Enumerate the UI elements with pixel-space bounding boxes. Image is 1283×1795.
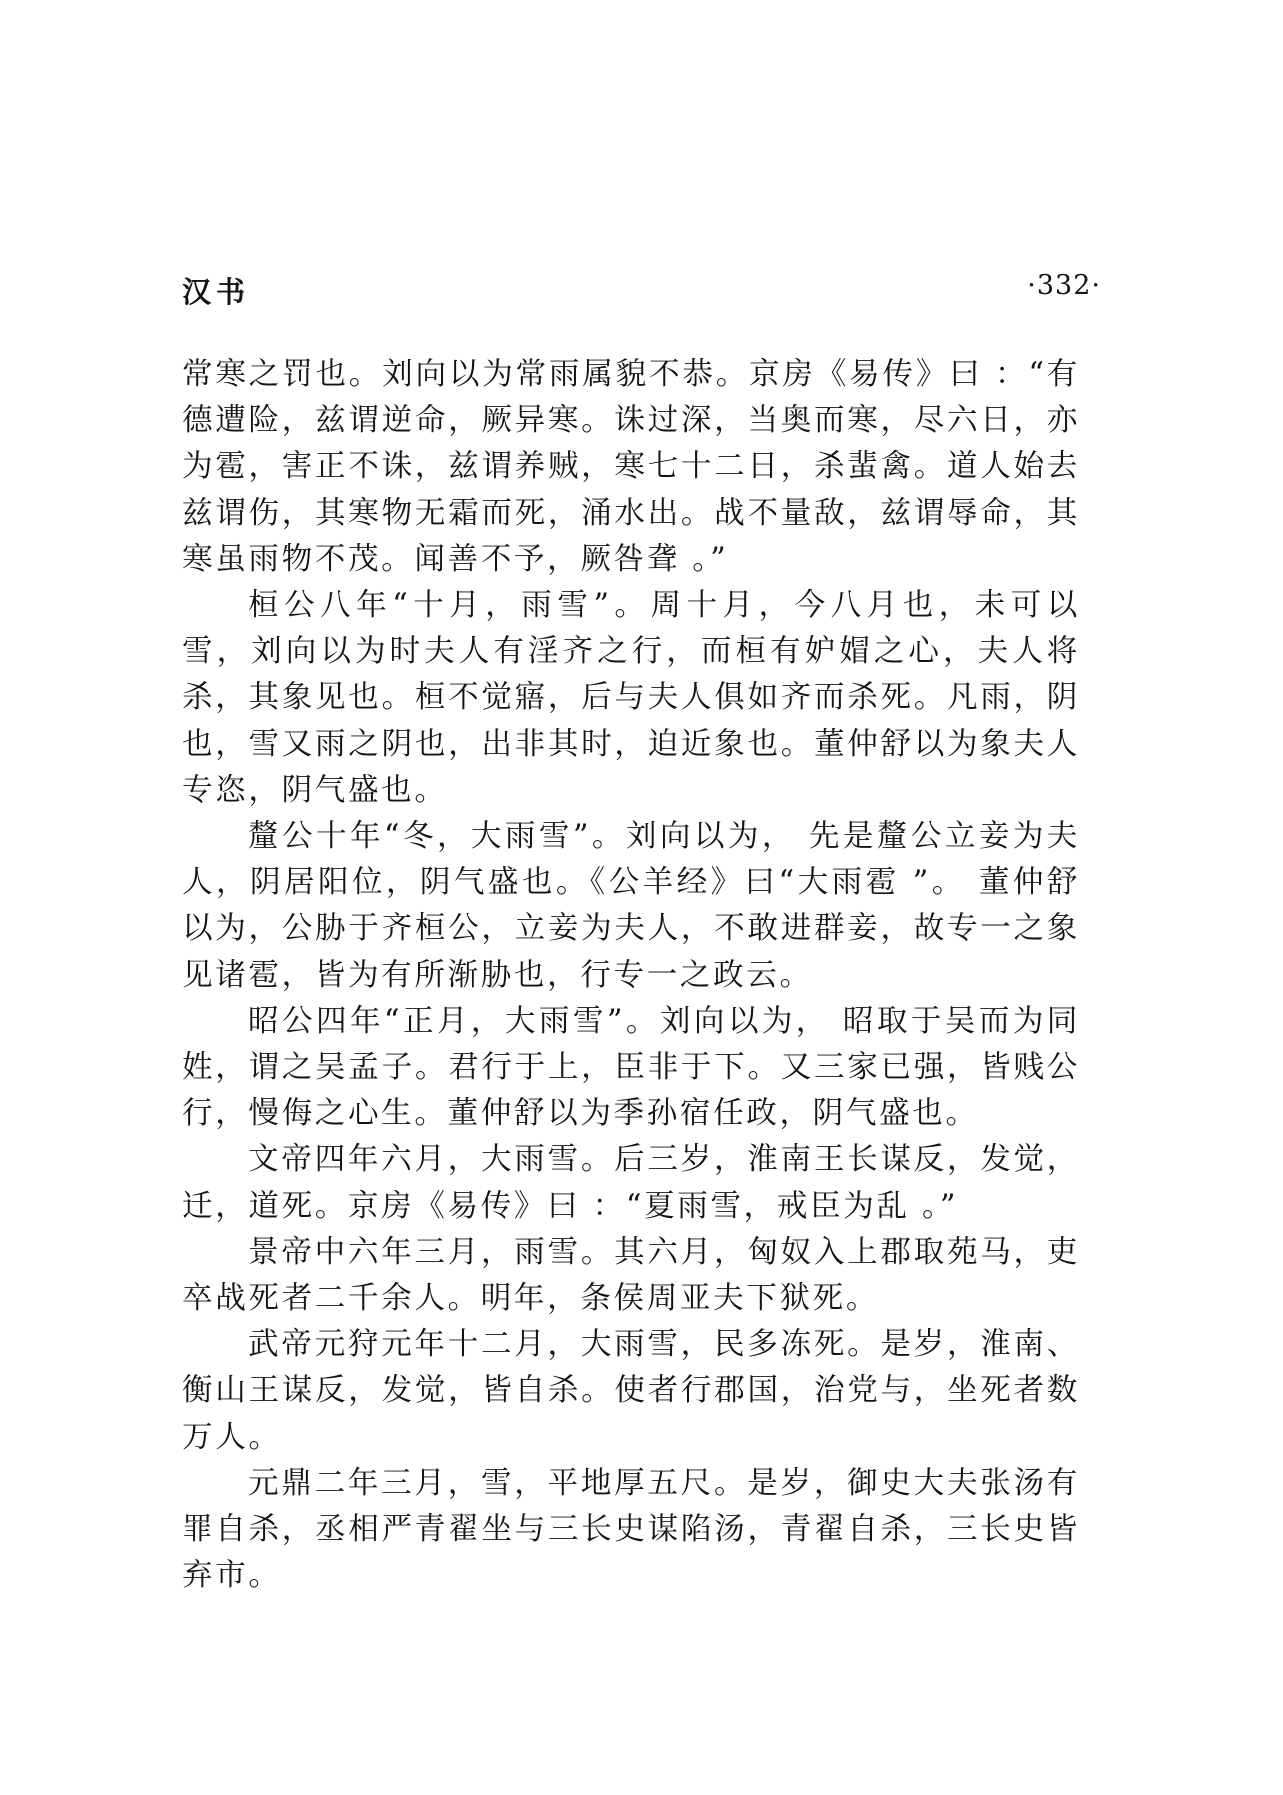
paragraph-7: 武帝元狩元年十二月，大雨雪，民多冻死。是岁，淮南、衡山王谋反，发觉，皆自杀。使者行郡国，治党与，坐死者数万人。 [182, 1327, 1080, 1455]
paragraph-8: 元鼎二年三月，雪，平地厚五尺。是岁，御史大夫张汤有罪自杀，丞相严青翟坐与三长史谋陷汤，青翟自杀，三长史皆弃市。 [182, 1465, 1080, 1594]
paragraph-6: 景帝中六年三月，雨雪。其六月，匈奴入上郡取苑马，吏卒战死者二千余人。明年，条侯周亚夫下狱死。 [182, 1234, 1080, 1317]
paragraph-2: 桓公八年“十月，雨雪”。周十月，今八月也，未可以雪，刘向以为时夫人有淫齐之行，而桓有妒媢之心，夫人将杀，其象见也。桓不觉寤，后与夫人俱如齐而杀死。凡雨，阴也，雪又雨之阴也，出非其时，迫近象也。董仲舒以为象夫人专恣，阴气盛也。 [182, 588, 1080, 808]
body-text [182, 352, 1080, 1599]
paragraph-3: 釐公十年“冬，大雨雪”。刘向以为， 先是釐公立妾为夫人，阴居阳位，阴气盛也。《公羊经》曰“大雨雹 ”。 董仲舒以为，公胁于齐桓公，立妾为夫人，不敢进群妾，故专一之象见诸雹，皆为有所渐胁也，行专一之政云。 [182, 819, 1080, 993]
paragraph-5: 文帝四年六月，大雨雪。后三岁，淮南王长谋反，发觉，迁，道死。京房《易传》曰 ：“夏雨雪，戒臣为乱 。” [182, 1142, 1080, 1224]
book-title: 汉书 [182, 275, 251, 309]
paragraph-4: 昭公四年“正月，大雨雪”。刘向以为， 昭取于吴而为同姓，谓之吴孟子。君行于上，臣非于下。又三家已强，皆贱公行，慢侮之心生。董仲舒以为季孙宿任政，阴气盛也。 [182, 1003, 1080, 1132]
page-number: ·332· [1027, 270, 1101, 301]
page-header [182, 270, 1101, 314]
paragraph-1: 常寒之罚也。刘向以为常雨属貌不恭。京房《易传》曰 ：“有德遭险，兹谓逆命，厥异寒。诛过深，当奥而寒，尽六日，亦为雹，害正不诛，兹谓养贼，寒七十二日，杀蜚禽。道人始去兹谓伤，其寒物无霜而死，涌水出。战不量敌，兹谓辱命，其寒虽雨物不茂。闻善不予，厥咎聋 。” [182, 357, 1080, 577]
